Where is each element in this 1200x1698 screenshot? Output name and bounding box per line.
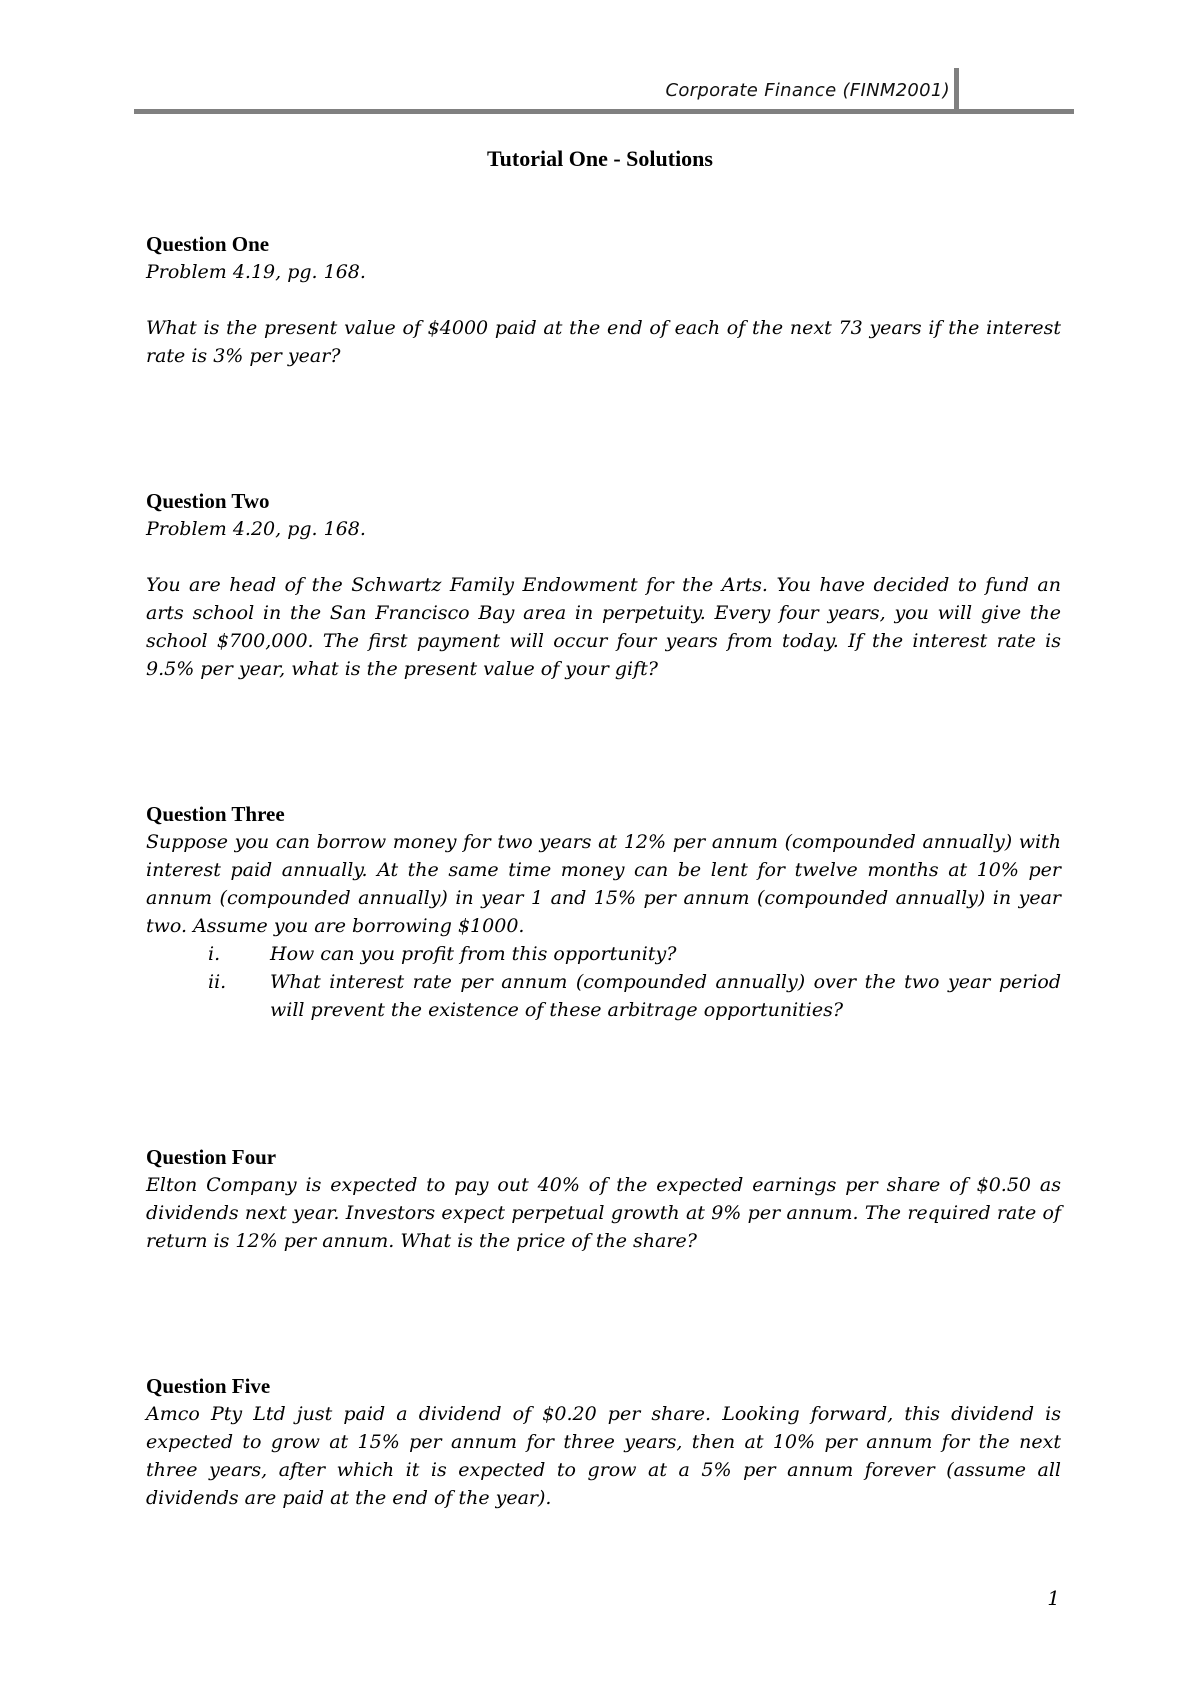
question-text: Suppose you can borrow money for two years at 12% per annum (compounded annually) with interest paid annually. At the same time money can be lent for twelve months at 10% per annum (compounded annually) in year 1 and 15% per annum (compounded annually) in year two. Assume you are borrowing $1000.: [146, 831, 1061, 937]
question-heading: Question Five: [146, 1374, 271, 1398]
sub-question: [146, 968, 1061, 1024]
question-heading: Question One: [146, 232, 270, 256]
sub-question-number: i.: [208, 943, 221, 965]
question-four: [146, 1143, 1061, 1255]
question-five: [146, 1372, 1061, 1512]
page-number: 1: [1047, 1586, 1060, 1610]
document-title: Tutorial One - Solutions: [487, 146, 713, 171]
header-rule: [134, 109, 1074, 114]
sub-question: [146, 940, 1061, 968]
question-text: Amco Pty Ltd just paid a dividend of $0.20 per share. Looking forward, this dividend is expected to grow at 15% per annum for three years, then at 10% per annum for the next three years, after which it is expected to grow at a 5% per annum forever (assume all dividends are paid at the end of the year).: [146, 1403, 1061, 1509]
question-two: [146, 487, 1061, 683]
question-heading: Question Two: [146, 489, 270, 513]
question-text: What is the present value of $4000 paid at the end of each of the next 73 years if the interest rate is 3% per year?: [146, 317, 1061, 367]
question-text: Elton Company is expected to pay out 40% of the expected earnings per share of $0.50 as dividends next year. Investors expect perpetual growth at 9% per annum. The required rate of return is 12% per annum. What is the price of the share?: [146, 1174, 1061, 1252]
sub-question-number: ii.: [208, 971, 227, 993]
running-header: Corporate Finance (FINM2001): [665, 80, 950, 101]
question-text: You are head of the Schwartz Family Endowment for the Arts. You have decided to fund an arts school in the San Francisco Bay area in perpetuity. Every four years, you will give the school $700,000. The first payment will occur four years from today. If the interest rate is 9.5% per year, what is the present value of your gift?: [146, 574, 1061, 680]
question-one: [146, 230, 1061, 370]
question-reference: Problem 4.19, pg. 168.: [146, 261, 366, 283]
header-vertical-bar: [954, 68, 959, 112]
sub-question-text: How can you profit from this opportunity?: [270, 943, 677, 965]
question-reference: Problem 4.20, pg. 168.: [146, 518, 366, 540]
sub-question-text: What interest rate per annum (compounded annually) over the two year period will prevent the existence of these arbitrage opportunities?: [270, 971, 1061, 1021]
sub-question-list: [146, 940, 1061, 1024]
question-three: [146, 800, 1061, 1024]
question-heading: Question Three: [146, 802, 285, 826]
question-heading: Question Four: [146, 1145, 277, 1169]
